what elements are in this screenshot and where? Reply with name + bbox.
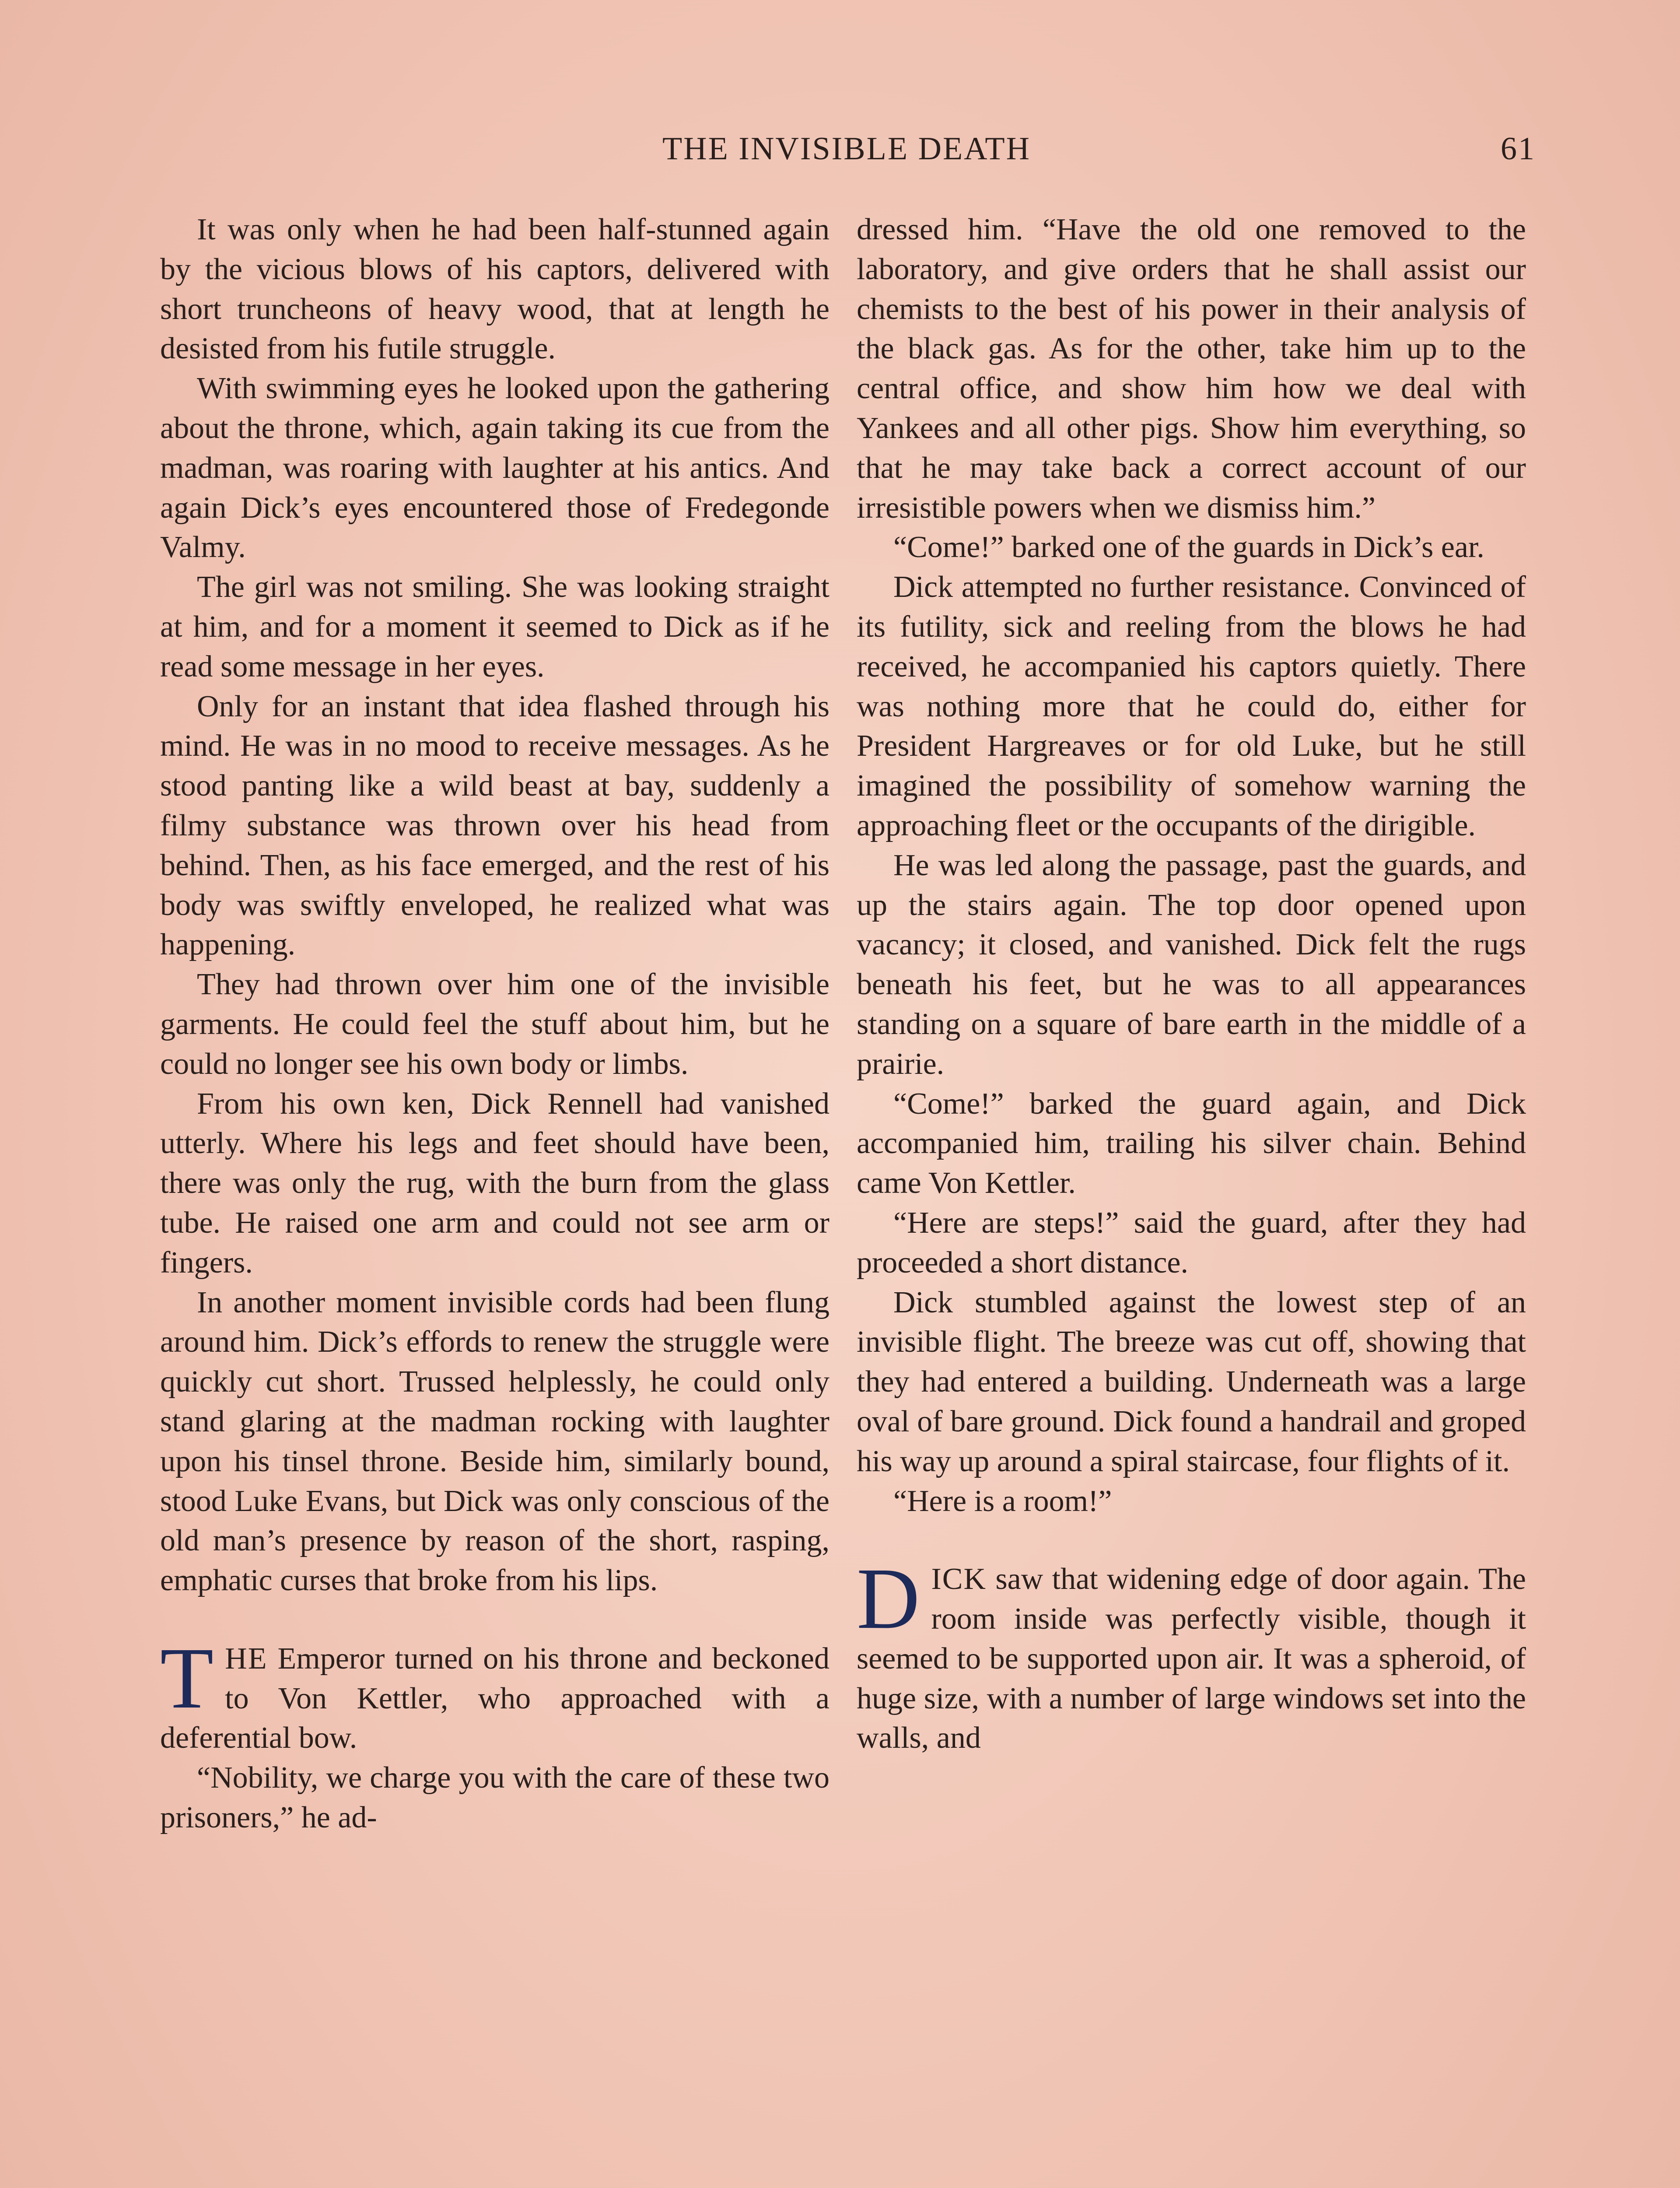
paragraph: “Here is a room!” [893, 1484, 1112, 1518]
paragraph: Only for an instant that idea flashed through his mind. He was in no mood to receive messages. As he stood panting like a wild beast at bay, suddenly a filmy substance was thrown over his head from behind. Then, as his face emerged, and the rest of his body was swiftly enveloped, he realized what was happening. [160, 689, 830, 962]
paragraph: In another moment invisible cords had been flung around him. Dick’s effords to renew the struggle were quickly cut short. Trussed helplessly, he could only stand glaring at the madman rocking with laughter upon his tinsel throne. Beside him, similarly bound, stood Luke Evans, but Dick was only conscious of the old man’s presence by reason of the short, rasping, emphatic curses that broke from his lips. [160, 1285, 830, 1598]
paragraph: “Come!” barked one of the guards in Dick’s ear. [893, 530, 1484, 565]
page-number: 61 [1501, 131, 1536, 167]
paragraph: With swimming eyes he looked upon the gathering about the throne, which, again taking its cue from the madman, was roaring with laughter at his antics. And again Dick’s eyes encountered those of Fredegonde Valmy. [160, 372, 830, 565]
small-caps-lead: ICK [931, 1562, 987, 1596]
drop-cap: D [857, 1550, 920, 1648]
paragraph: He was led along the passage, past the guards, and up the stairs again. The top door opened upon vacancy; it closed, and vanished. Dick felt the rugs beneath his feet, but he was to all appearances standing on a square of bare earth in the middle of a prairie. [857, 848, 1526, 1081]
paragraph: The girl was not smiling. She was looking straight at him, and for a moment it seemed to Dick as if he read some message in her eyes. [160, 570, 830, 684]
right-column [857, 210, 1526, 1758]
left-column [160, 210, 830, 1838]
paragraph: “Nobility, we charge you with the care of these two prisoners,” he ad- [160, 1761, 830, 1835]
paragraph: “Come!” barked the guard again, and Dick accompanied him, trailing his silver chain. Behind came Von Kettler. [857, 1087, 1526, 1200]
paragraph-text: Emperor turned on his throne and beckoned to Von Kettler, who approached with a deferential bow. [160, 1641, 830, 1755]
section-paragraph [857, 1550, 1526, 1758]
paragraph: dressed him. “Have the old one removed to the laboratory, and give orders that he shall assist our chemists to the best of his power in their analysis of the black gas. As for the other, take him up to the central office, and show him how we deal with Yankees and all other pigs. Show him everything, so that he may take back a correct account of our irresistible powers when we dismiss him.” [857, 213, 1526, 525]
paragraph: “Here are steps!” said the guard, after they had proceeded a short distance. [857, 1206, 1526, 1280]
section-paragraph [160, 1630, 830, 1758]
small-caps-lead: HE [225, 1641, 268, 1676]
page-header [158, 118, 1536, 175]
paragraph: From his own ken, Dick Rennell had vanished utterly. Where his legs and feet should have been, there was only the rug, with the burn from the glass tube. He raised one arm and could not see arm or fingers. [160, 1087, 830, 1280]
paragraph: Dick stumbled against the lowest step of an invisible flight. The breeze was cut off, showing that they had entered a building. Underneath was a large oval of bare ground. Dick found a handrail and groped his way up around a spiral staircase, four flights of it. [857, 1285, 1526, 1478]
drop-cap: T [160, 1630, 214, 1727]
running-title: THE INVISIBLE DEATH [662, 131, 1031, 167]
paragraph: Dick attempted no further resistance. Convinced of its futility, sick and reeling from the blows he had received, he accompanied his captors quietly. There was nothing more that he could do, either for President Hargreaves or for old Luke, but he still imagined the possibility of somehow warning the approaching fleet or the occupants of the dirigible. [857, 570, 1526, 842]
paragraph: It was only when he had been half-stunned again by the vicious blows of his captors, delivered with short truncheons of heavy wood, that at length he desisted from his futile struggle. [160, 213, 830, 366]
paragraph-text: saw that widening edge of door again. The room inside was perfectly visible, though it seemed to be supported upon air. It was a spheroid, of huge size, with a number of large windows set into the walls, and [857, 1562, 1526, 1755]
paragraph: They had thrown over him one of the invisible garments. He could feel the stuff about him, but he could no longer see his own body or limbs. [160, 968, 830, 1081]
